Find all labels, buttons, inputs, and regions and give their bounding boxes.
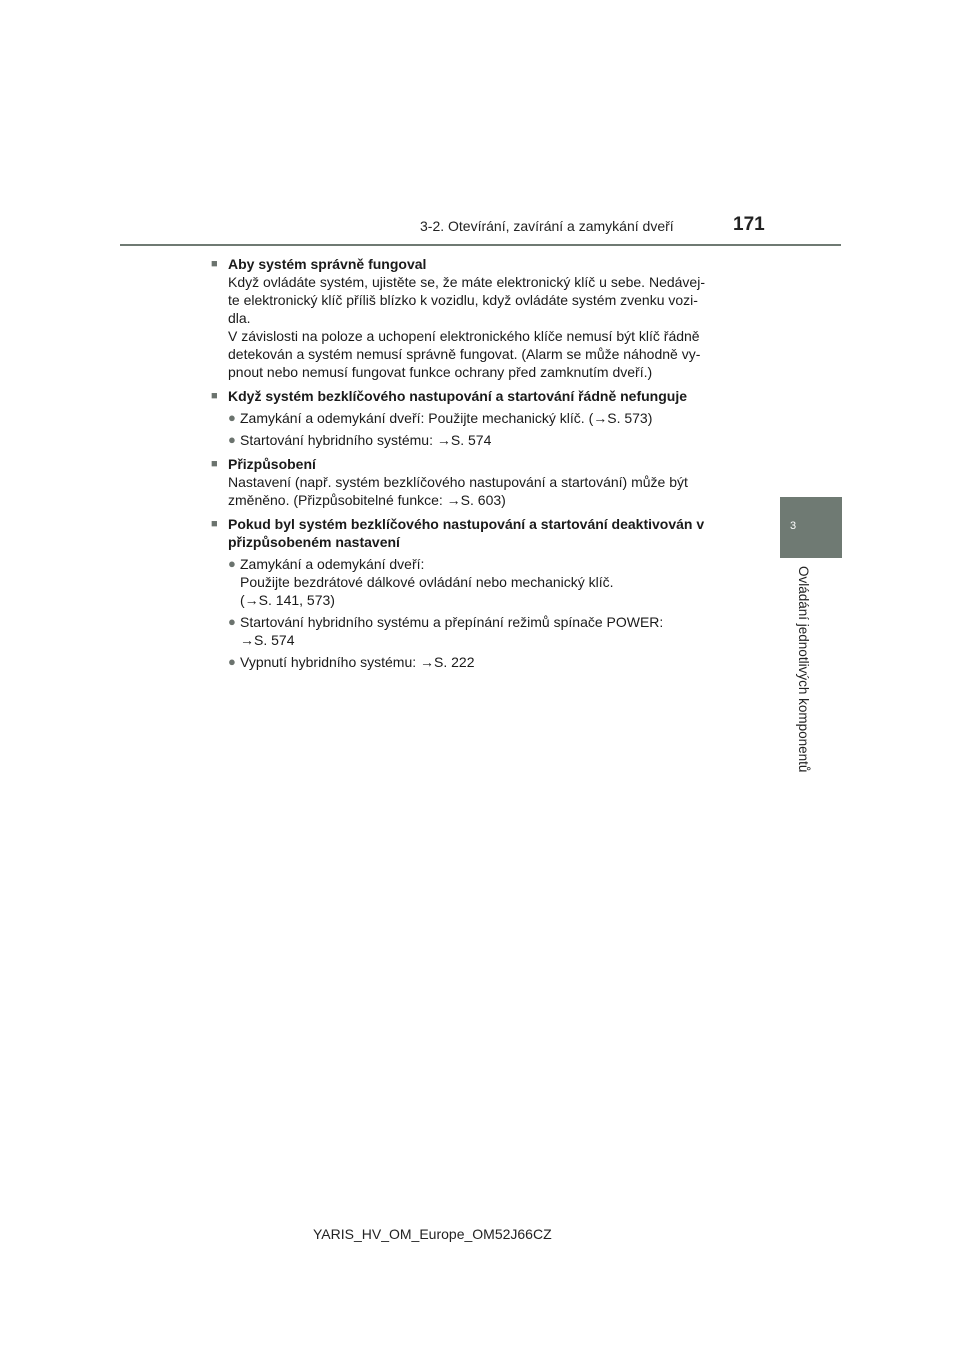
list-item-text: [240, 431, 747, 449]
section-title: [211, 515, 747, 551]
square-bullet-icon: ■: [211, 390, 218, 402]
list-item-line: Zamykání a odemykání dveří: Použijte mechanický klíč. (→S. 573): [240, 410, 653, 426]
body-line: Nastavení (např. systém bezklíčového nastupování a startování) může být: [228, 474, 688, 490]
list-item-line: (→S. 141, 573): [240, 592, 335, 608]
section-header: 3-2. Otevírání, zavírání a zamykání dveří: [420, 218, 674, 234]
section-title-text: Aby systém správně fungoval: [228, 256, 427, 272]
list-item: [228, 409, 747, 427]
list-item: [228, 613, 747, 649]
list-item-line: Startování hybridního systému a přepínání režimů spínače POWER:: [240, 614, 664, 630]
body-line: Když ovládáte systém, ujistěte se, že máte elektronický klíč u sebe. Nedávej-: [228, 274, 705, 290]
round-bullet-icon: ●: [228, 654, 236, 669]
list-item-line: →S. 574: [240, 632, 295, 648]
body-line: V závislosti na poloze a uchopení elektronického klíče nemusí být klíč řádně: [228, 328, 700, 344]
section-body: [228, 473, 747, 509]
section-title-text: Přizpůsobení: [228, 456, 316, 472]
section: [211, 255, 747, 381]
square-bullet-icon: ■: [211, 258, 218, 270]
body-line: dla.: [228, 310, 251, 326]
list-item-text: [240, 653, 747, 671]
round-bullet-icon: ●: [228, 410, 236, 425]
section-body: [228, 273, 747, 381]
section-title-text: Pokud byl systém bezklíčového nastupování a startování deaktivován v přizpůsobeném nastavení: [228, 516, 705, 550]
list-item-text: [240, 613, 747, 649]
round-bullet-icon: ●: [228, 432, 236, 447]
section-title-text: Když systém bezklíčového nastupování a startování řádně nefunguje: [228, 388, 688, 404]
list-item-text: [240, 555, 747, 609]
list-item-line: Vypnutí hybridního systému: →S. 222: [240, 654, 475, 670]
page-content: [211, 255, 747, 677]
chapter-number: 3: [790, 520, 797, 532]
section: [211, 387, 747, 449]
body-line: detekován a systém nemusí správně fungovat. (Alarm se může náhodně vy-: [228, 346, 701, 362]
body-line: změněno. (Přizpůsobitelné funkce: →S. 603): [228, 492, 506, 508]
list-item: [228, 431, 747, 449]
body-line: te elektronický klíč příliš blízko k vozidlu, když ovládáte systém zvenku vozi-: [228, 292, 698, 308]
square-bullet-icon: ■: [211, 458, 218, 470]
section-title: [211, 455, 747, 473]
list-item: [228, 555, 747, 609]
header-divider: [120, 244, 841, 246]
list-item-text: [240, 409, 747, 427]
round-bullet-icon: ●: [228, 556, 236, 571]
list-item: [228, 653, 747, 671]
body-line: pnout nebo nemusí fungovat funkce ochrany před zamknutím dveří.): [228, 364, 653, 380]
page-number: 171: [733, 214, 765, 235]
list-item-line: Zamykání a odemykání dveří:: [240, 556, 425, 572]
section-title: [211, 255, 747, 273]
section: [211, 515, 747, 671]
round-bullet-icon: ●: [228, 614, 236, 629]
section-title: [211, 387, 747, 405]
square-bullet-icon: ■: [211, 518, 218, 530]
section: [211, 455, 747, 509]
list-item-line: Použijte bezdrátové dálkové ovládání nebo mechanický klíč.: [240, 574, 614, 590]
document-code: YARIS_HV_OM_Europe_OM52J66CZ: [313, 1226, 552, 1242]
list-item-line: Startování hybridního systému: →S. 574: [240, 432, 492, 448]
chapter-label: Ovládání jednotlivých komponentů: [796, 566, 811, 773]
